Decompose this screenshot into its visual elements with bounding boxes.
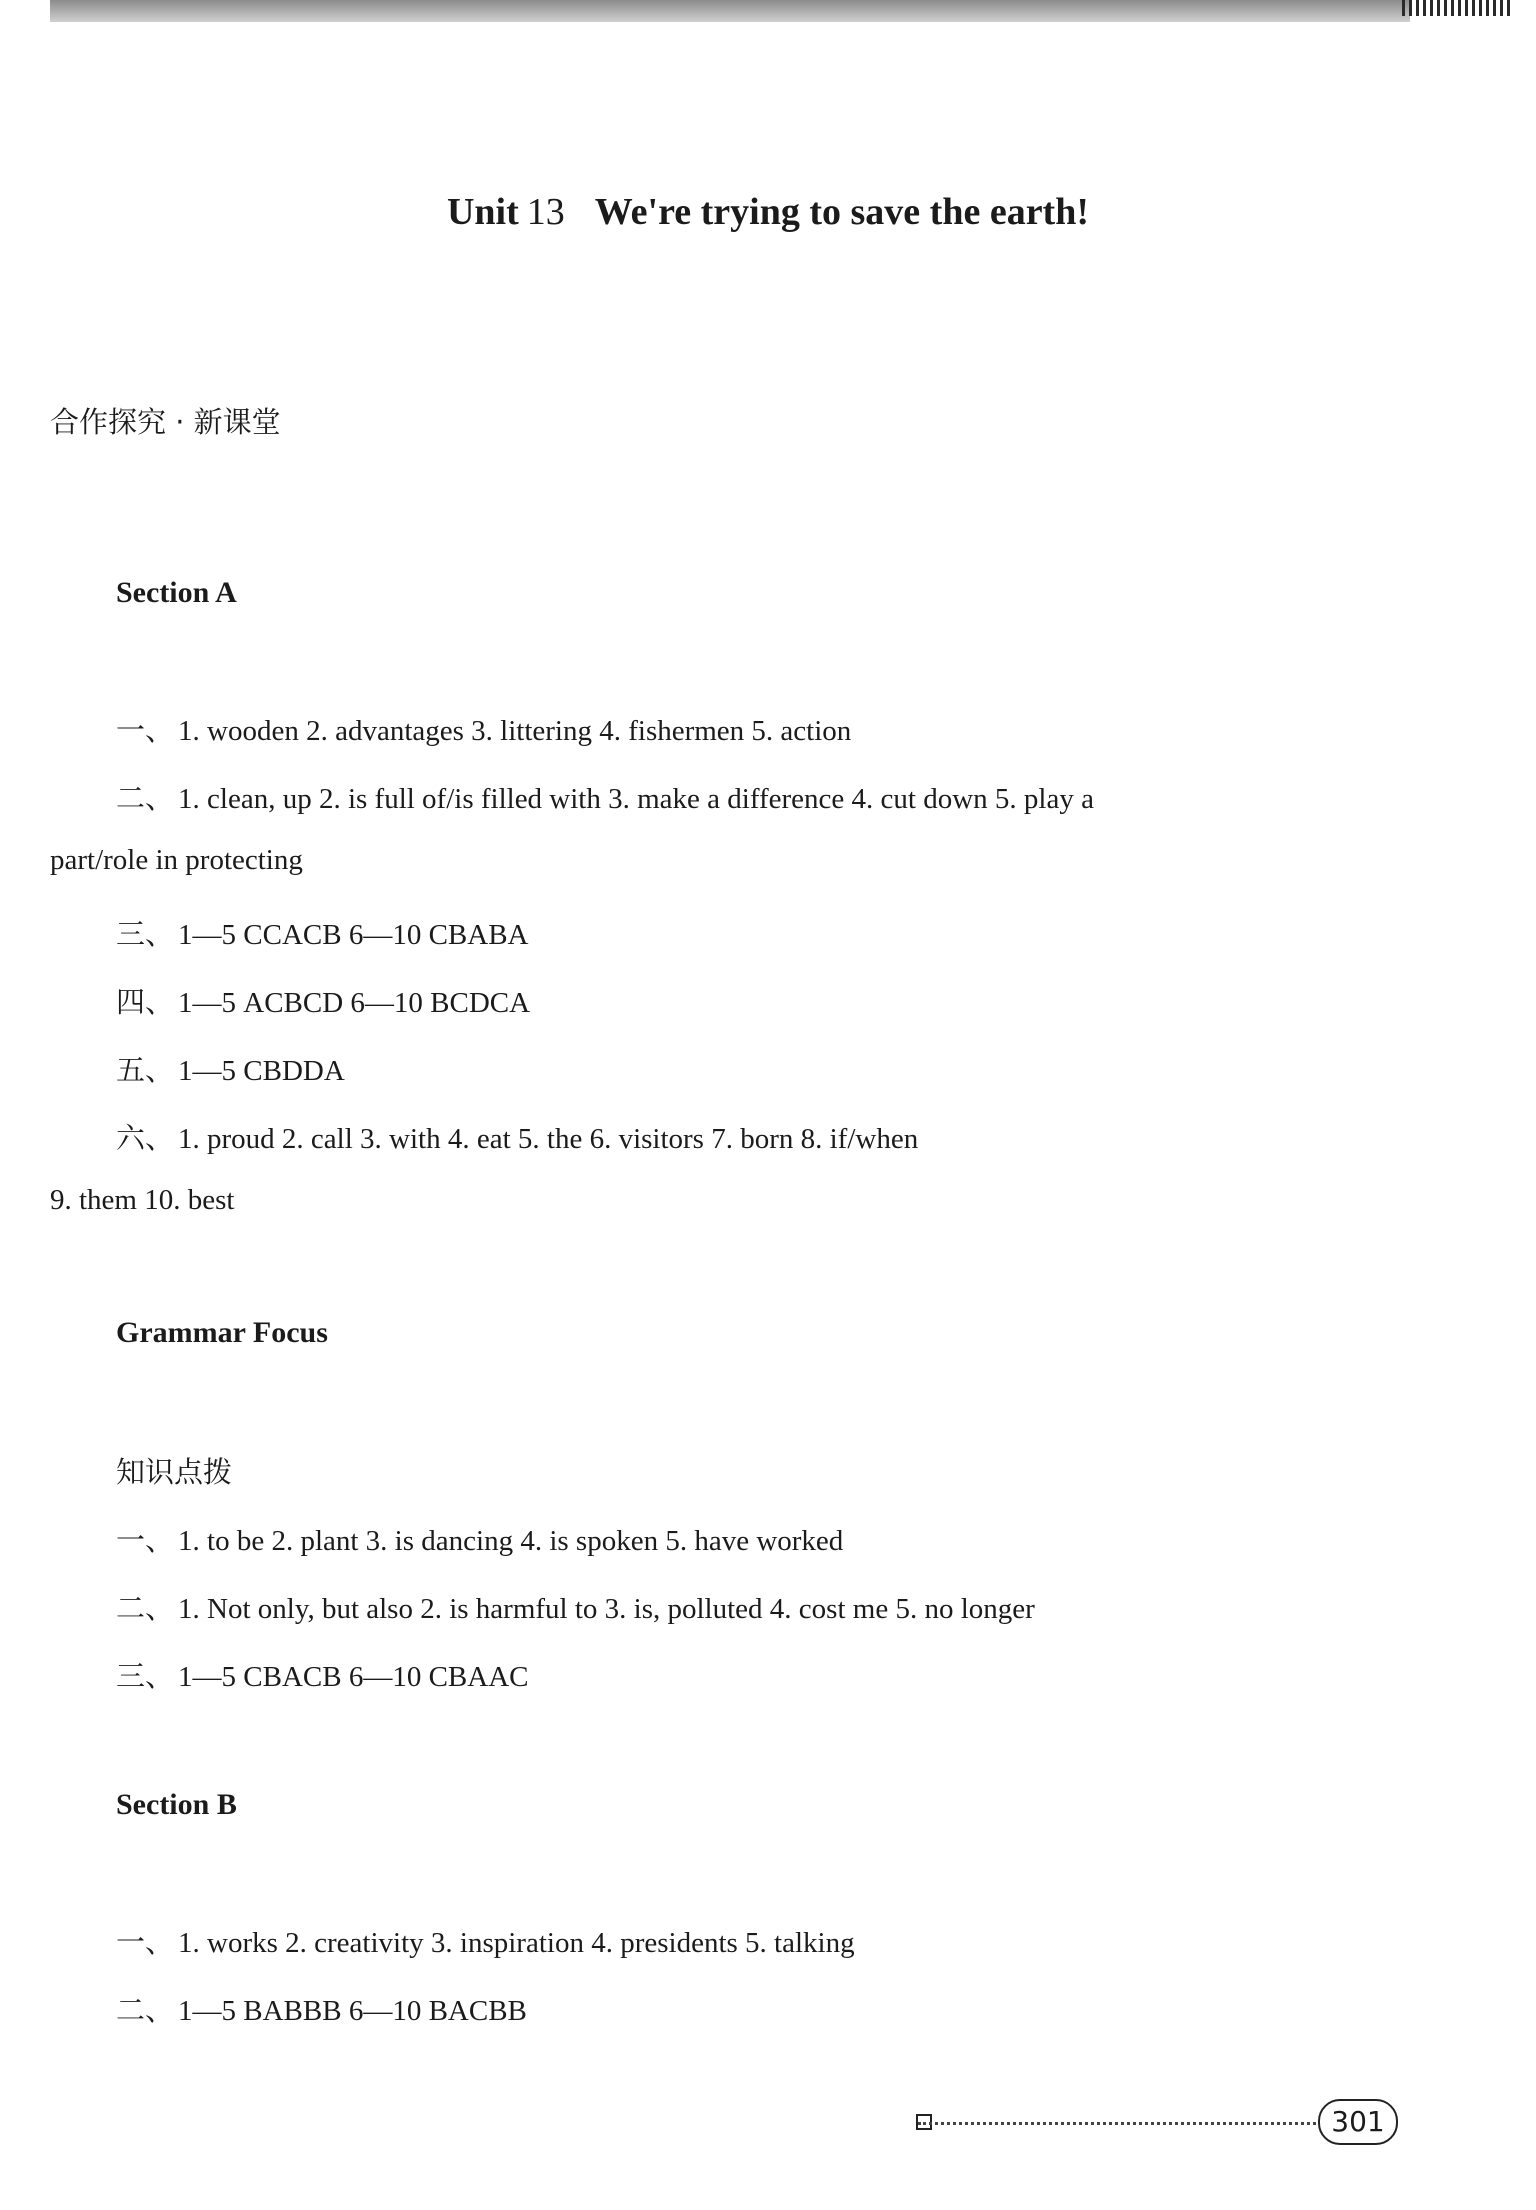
item-number: 二、 [116,1591,175,1625]
section-a-line-2 [116,776,1094,817]
item-number: 二、 [116,781,175,815]
grammar-line-3 [116,1654,529,1695]
section-b-line-1 [116,1920,855,1961]
section-a-line-6-continuation: 9. them 10. best [50,1184,235,1216]
answer-text: 1—5 BABBB 6—10 BACBB [178,1995,527,2027]
section-a-line-4 [116,980,530,1021]
unit-title [0,190,1536,234]
grammar-focus-subheading: 知识点拨 [116,1455,233,1489]
grammar-focus-heading: Grammar Focus [116,1316,328,1349]
unit-title-text: We're trying to save the earth! [594,191,1090,233]
top-border-band [50,0,1410,22]
section-a-line-3 [116,912,529,953]
section-a-line-5 [116,1048,345,1089]
answer-text: 1—5 CBACB 6—10 CBAAC [178,1661,529,1693]
item-number: 一、 [116,1523,175,1557]
item-number: 四、 [116,985,175,1019]
page-number: 301 [1318,2099,1398,2145]
top-tick-marks [1402,0,1512,16]
unit-number: 13 [526,191,565,233]
answer-text: 1. works 2. creativity 3. inspiration 4. presidents 5. talking [178,1927,855,1959]
answer-text: 1—5 ACBCD 6—10 BCDCA [178,987,531,1019]
answer-text: 1. clean, up 2. is full of/is filled with 3. make a difference 4. cut down 5. play a [178,783,1094,815]
item-number: 五、 [116,1053,175,1087]
answer-text: 1. proud 2. call 3. with 4. eat 5. the 6. visitors 7. born 8. if/when [178,1123,919,1155]
item-number: 二、 [116,1993,175,2027]
item-number: 三、 [116,917,175,951]
item-number: 一、 [116,713,175,747]
item-number: 六、 [116,1121,175,1155]
section-a-line-6 [116,1116,918,1157]
section-a-line-2-continuation: part/role in protecting [50,844,303,876]
item-number: 三、 [116,1659,175,1693]
answer-text: 1—5 CCACB 6—10 CBABA [178,919,529,951]
section-a-line-1 [116,708,851,749]
item-number: 一、 [116,1925,175,1959]
footer-dotted-rule [918,2122,1316,2125]
section-a-heading: Section A [116,576,237,609]
section-b-heading: Section B [116,1788,237,1821]
answer-text: 1. Not only, but also 2. is harmful to 3. is, polluted 4. cost me 5. no longer [178,1593,1035,1625]
section-b-line-2 [116,1988,527,2029]
answer-text: 1. wooden 2. advantages 3. littering 4. fishermen 5. action [178,715,852,747]
answer-text: 1. to be 2. plant 3. is dancing 4. is spoken 5. have worked [178,1525,844,1557]
column-heading: 合作探究 · 新课堂 [50,405,281,439]
grammar-line-2 [116,1586,1035,1627]
answer-text: 1—5 CBDDA [178,1055,345,1087]
grammar-line-1 [116,1518,843,1559]
unit-label: Unit [446,191,519,233]
